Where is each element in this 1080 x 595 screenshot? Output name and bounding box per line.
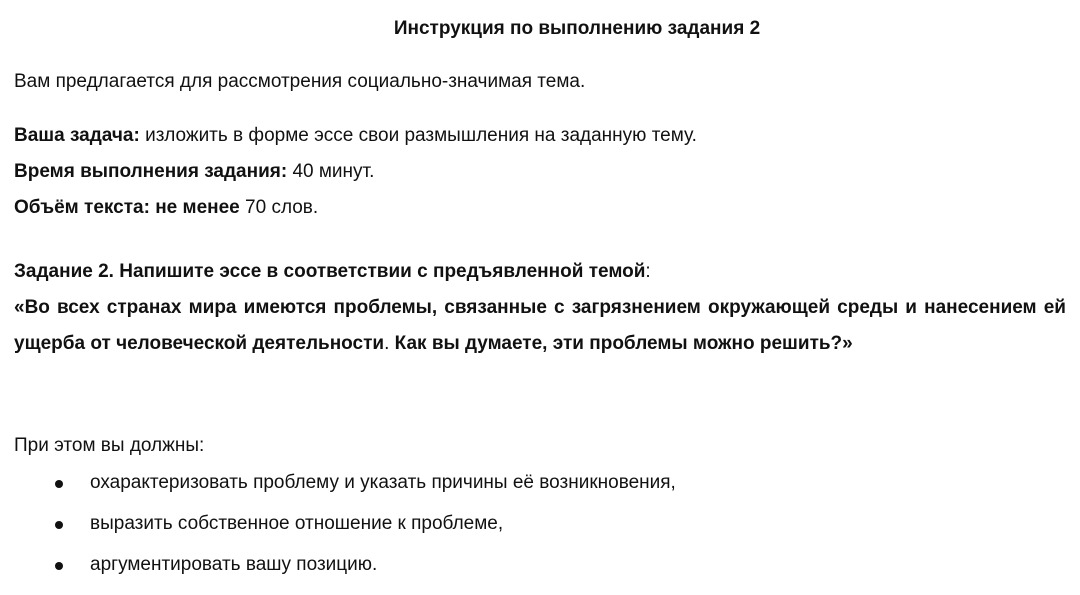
bullet-icon xyxy=(55,521,63,529)
assignment-heading: Задание 2. Напишите эссе в соответствии с предъявленной темой xyxy=(14,261,646,282)
document-title: Инструкция по выполнению задания 2 xyxy=(393,18,761,39)
assignment-quote xyxy=(14,290,1066,362)
intro-text: Вам предлагается для рассмотрения социально-значимая тема. xyxy=(14,71,586,92)
task-line xyxy=(14,126,697,145)
volume-text: 70 слов. xyxy=(239,197,319,218)
assignment-quote-dot: . xyxy=(384,333,390,354)
bullet-icon xyxy=(55,562,63,570)
assignment-heading-colon: : xyxy=(645,261,651,282)
assignment-quote-part1: «Во всех странах мира имеются проблемы, связанные с загрязнением окружающей среды и нанесением ей ущерба от человеческой деятельности xyxy=(14,297,1066,354)
task-text: изложить в форме эссе свои размышления на заданную тему. xyxy=(139,125,697,146)
assignment-quote-part2: Как вы думаете, эти проблемы можно решить?» xyxy=(389,333,853,354)
list-item-text: аргументировать вашу позицию. xyxy=(90,554,378,575)
time-text: 40 минут. xyxy=(287,161,375,182)
list-item-text: охарактеризовать проблему и указать причины её возникновения, xyxy=(90,472,676,493)
task-label: Ваша задача: xyxy=(14,125,140,146)
time-line xyxy=(14,162,374,181)
requirements-intro: При этом вы должны: xyxy=(14,435,205,456)
volume-line xyxy=(14,198,318,217)
assignment-heading-line xyxy=(14,262,651,281)
bullet-icon xyxy=(55,480,63,488)
list-item-text: выразить собственное отношение к проблеме, xyxy=(90,513,504,534)
volume-label: Объём текста: не менее xyxy=(14,197,240,218)
time-label: Время выполнения задания: xyxy=(14,161,288,182)
